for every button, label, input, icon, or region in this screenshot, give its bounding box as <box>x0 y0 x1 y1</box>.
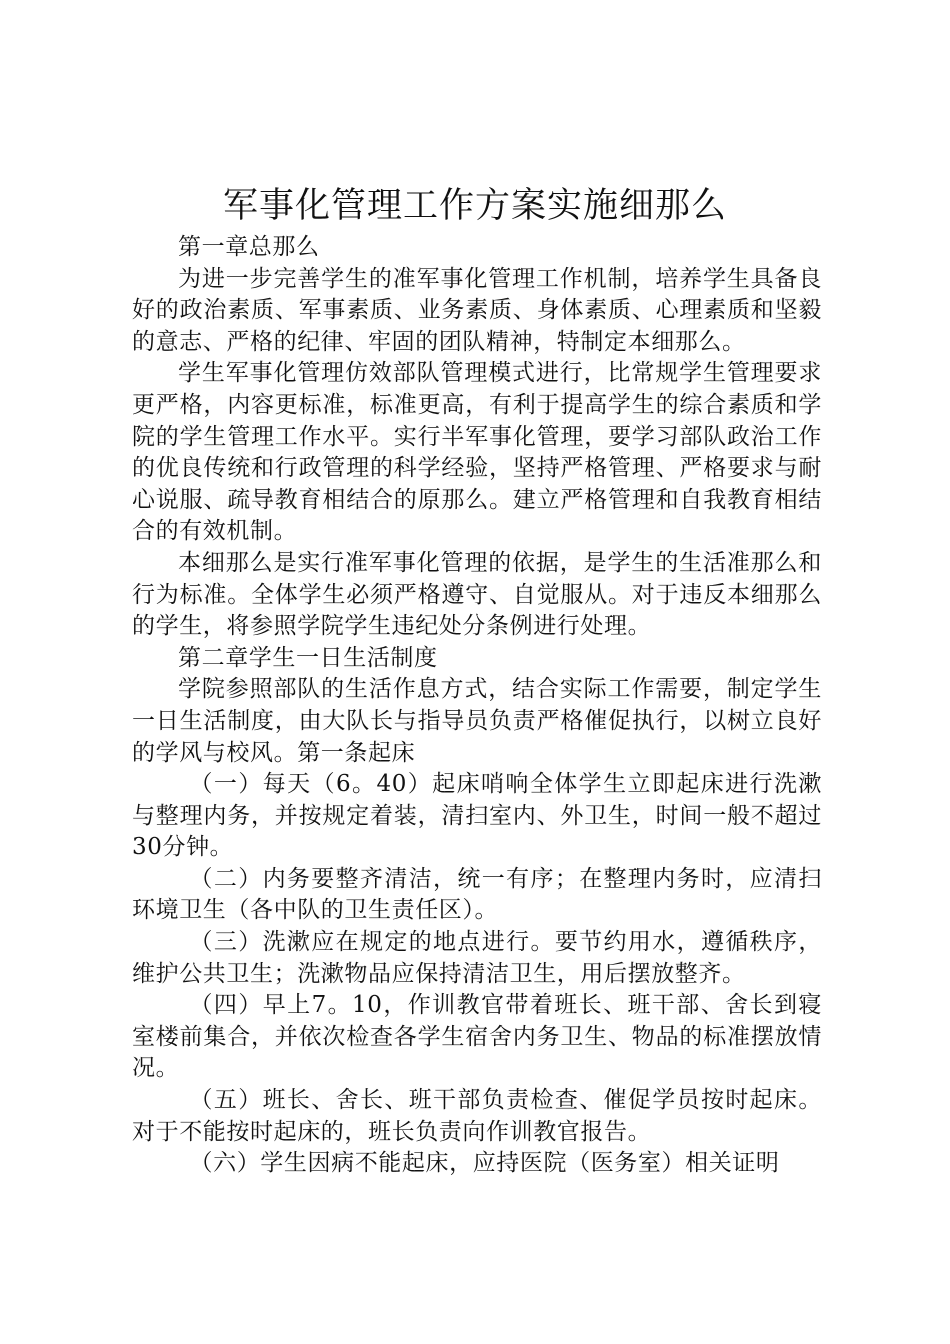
chapter-heading: 第二章学生一日生活制度 <box>178 644 438 671</box>
list-item: （三）洗漱应在规定的地点进行。要节约用水，遵循秩序，维护公共卫生；洗漱物品应保持清洁卫生，用后摆放整齐。 <box>132 929 822 987</box>
chapter-heading: 第一章总那么 <box>178 234 320 260</box>
list-item: （六）学生因病不能起床，应持医院（医务室）相关证明 <box>189 1150 780 1177</box>
paragraph: 为进一步完善学生的准军事化管理工作机制，培养学生具备良好的政治素质、军事素质、业务素质、身体素质、心理素质和坚毅的意志、严格的纪律、牢固的团队精神，特制定本细那么。 <box>132 265 822 355</box>
list-item: （二）内务要整齐清洁，统一有序；在整理内务时，应清扫环境卫生（各中队的卫生责任区）。 <box>132 865 822 924</box>
document-title: 军事化管理工作方案实施细那么 <box>222 186 727 226</box>
paragraph: 本细那么是实行准军事化管理的依据，是学生的生活准那么和行为标准。全体学生必须严格遵守、自觉服从。对于违反本细那么的学生，将参照学院学生违纪处分条例进行处理。 <box>132 549 822 640</box>
list-item: （四）早上7。10，作训教官带着班长、班干部、舍长到寝室楼前集合，并依次检查各学生宿舍内务卫生、物品的标准摆放情况。 <box>132 992 822 1082</box>
paragraph: 学生军事化管理仿效部队管理模式进行，比常规学生管理要求更严格，内容更标准，标准更高，有利于提高学生的综合素质和学院的学生管理工作水平。实行半军事化管理，要学习部队政治工作的优良传统和行政管理的科学经验，坚持严格管理、严格要求与耐心说服、疏导教育相结合的原那么。建立严格管理和自我教育相结合的有效机制。 <box>132 360 822 545</box>
paragraph: 学院参照部队的生活作息方式，结合实际工作需要，制定学生一日生活制度，由大队长与指导员负责严格催促执行，以树立良好的学风与校风。第一条起床 <box>132 676 822 766</box>
list-item: （五）班长、舍长、班干部负责检查、催促学员按时起床。对于不能按时起床的，班长负责向作训教官报告。 <box>132 1087 822 1145</box>
document-body <box>132 232 822 1180</box>
list-item: （一）每天（6。40）起床哨响全体学生立即起床进行洗漱与整理内务，并按规定着装，清扫室内、外卫生，时间一般不超过30分钟。 <box>132 771 822 861</box>
